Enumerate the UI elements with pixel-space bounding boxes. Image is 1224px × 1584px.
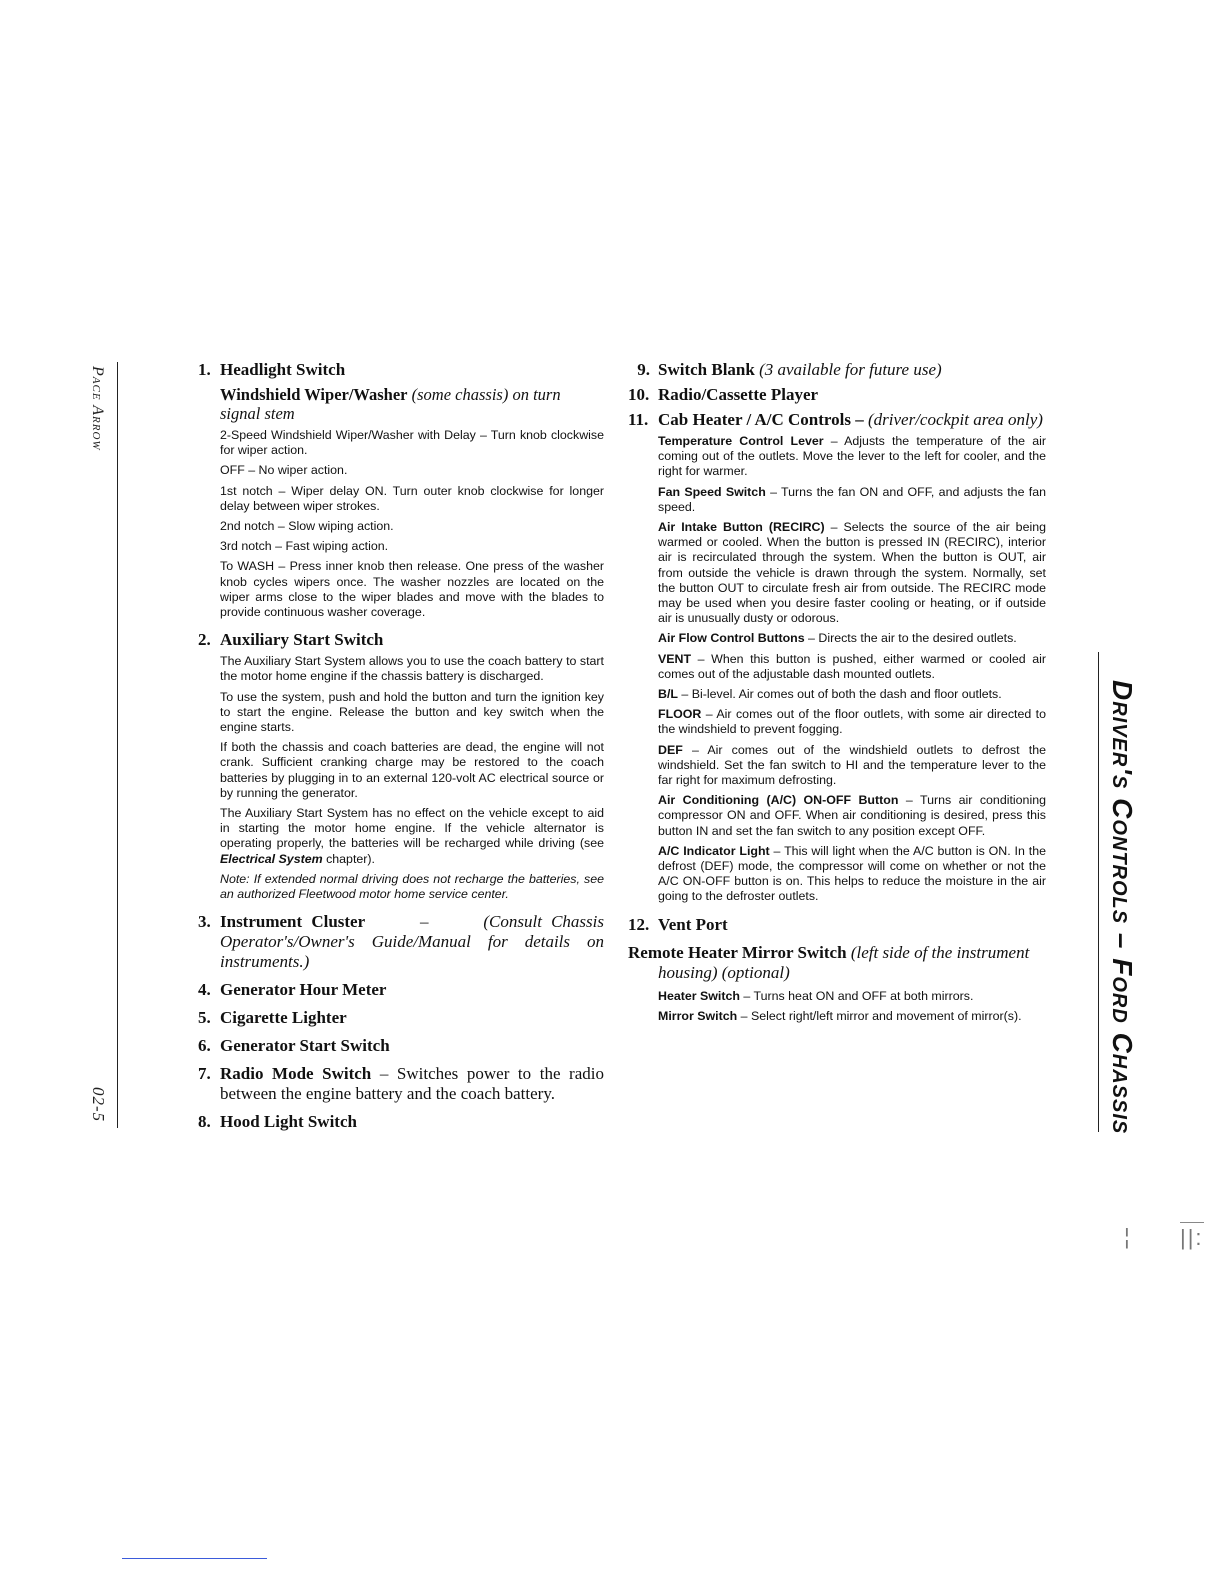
control-vent-label: VENT bbox=[658, 651, 692, 666]
item-9-title: Switch Blank bbox=[658, 360, 755, 379]
item-6-heading bbox=[198, 1036, 604, 1056]
wiper-para-1: 2-Speed Windshield Wiper/Washer with Delay – Turn knob clockwise for wiper action. bbox=[220, 428, 604, 458]
item-1-heading bbox=[198, 360, 604, 380]
wiper-para-4: 2nd notch – Slow wiping action. bbox=[220, 519, 394, 534]
wiper-title: Windshield Wiper/Washer bbox=[220, 385, 408, 404]
mirror-note: (left side of the instrument housing) (optional) bbox=[658, 942, 1030, 982]
bottom-rule bbox=[122, 1558, 267, 1559]
electrical-system-ref: Electrical System bbox=[220, 851, 323, 866]
item-10-heading bbox=[628, 385, 1046, 405]
item-4-heading bbox=[198, 980, 604, 1000]
item-11-title: Cab Heater / A/C Controls – bbox=[658, 410, 864, 429]
wiper-heading bbox=[220, 385, 604, 423]
item-10-number: 10. bbox=[628, 385, 650, 404]
control-air-intake-label: Air Intake Button (RECIRC) bbox=[658, 520, 825, 535]
item-12-title: Vent Port bbox=[658, 914, 728, 934]
control-temperature-label: Temperature Control Lever bbox=[658, 434, 824, 448]
item-2-heading bbox=[198, 630, 604, 650]
item-3-heading bbox=[198, 912, 604, 972]
scan-mark-1: ¦ bbox=[1124, 1224, 1130, 1249]
manual-name: Pace Arrow bbox=[89, 366, 106, 451]
item-5-title: Cigarette Lighter bbox=[220, 1008, 347, 1028]
aux-para-3: If both the chassis and coach batteries are dead, the engine will not crank. Sufficient cranking charge may be restored to the coach batteries by plugging in to an external 120-volt AC electrical source or by running the generator. bbox=[220, 740, 604, 800]
item-9-number: 9. bbox=[637, 360, 650, 379]
chapter-tab-rule bbox=[1098, 652, 1099, 1132]
item-5-number: 5. bbox=[198, 1008, 211, 1028]
item-11-number: 11. bbox=[628, 410, 649, 429]
control-air-flow-text: – Directs the air to the desired outlets. bbox=[804, 631, 1017, 646]
mirror-switch-label: Mirror Switch bbox=[658, 1008, 738, 1023]
left-column bbox=[198, 360, 604, 1132]
control-temperature-text: – Adjusts the temperature of the air coming out of the outlets. Move the lever to the left for cooler, and the right for warmer. bbox=[658, 434, 1046, 479]
control-ac-button-label: Air Conditioning (A/C) ON-OFF Button bbox=[658, 793, 899, 808]
aux-para-2: To use the system, push and hold the button and turn the ignition key to start the engine. Release the button and key switch when the engine starts. bbox=[220, 689, 604, 735]
control-ac-button-text: – Turns air conditioning compressor ON and OFF. When air conditioning is desired, press this button IN and set the fan switch to any position except OFF. bbox=[658, 793, 1046, 838]
mirror-mirror-switch bbox=[658, 1009, 1046, 1024]
control-floor bbox=[658, 707, 1046, 737]
item-12-number: 12. bbox=[628, 914, 650, 934]
scan-corner-marks bbox=[1120, 1218, 1210, 1258]
item-7-text: – Switches power to the radio between the engine battery and the coach battery. bbox=[220, 1064, 604, 1104]
control-floor-text: – Air comes out of the floor outlets, with some air directed to the windshield to prevent fogging. bbox=[658, 707, 1046, 737]
mirror-heading bbox=[628, 943, 1046, 983]
item-7-heading bbox=[198, 1064, 604, 1104]
chapter-title: Driver's Controls – Ford Chassis bbox=[1107, 680, 1138, 1135]
item-3-dash: – bbox=[420, 912, 429, 932]
left-margin-tab bbox=[84, 362, 120, 1128]
control-air-flow-label: Air Flow Control Buttons bbox=[658, 631, 805, 646]
heater-switch-text: – Turns heat ON and OFF at both mirrors. bbox=[739, 988, 974, 1003]
right-column bbox=[628, 360, 1046, 1029]
item-3-number: 3. bbox=[198, 912, 211, 932]
control-ac-button bbox=[658, 793, 1046, 839]
item-4-number: 4. bbox=[198, 980, 211, 1000]
control-def bbox=[658, 743, 1046, 789]
aux-para-4 bbox=[220, 806, 604, 867]
control-air-intake-text: – Selects the source of the air being warmed or cooled. When the button is pressed IN (RECIRC), interior air is recirculated through the system. When the button is OUT, air from outside the vehicle is drawn through the system. Normally, set the button OUT to circulate fresh air from outside. The RECIRC mode may be used when you desire faster cooling or heating, or if outside air is unusually dusty or odorous. bbox=[658, 520, 1046, 626]
control-def-label: DEF bbox=[658, 742, 683, 757]
aux-para-1: The Auxiliary Start System allows you to use the coach battery to start the motor home engine if the chassis battery is discharged. bbox=[220, 654, 604, 684]
item-5-heading bbox=[198, 1008, 604, 1028]
mirror-switch-text: – Select right/left mirror and movement of mirror(s). bbox=[737, 1008, 1022, 1023]
wiper-para-2: OFF – No wiper action. bbox=[220, 463, 348, 478]
control-fan-speed-text: – Turns the fan ON and OFF, and adjusts the fan speed. bbox=[658, 484, 1046, 514]
item-3-title: Instrument Cluster bbox=[220, 912, 366, 932]
item-4-title: Generator Hour Meter bbox=[220, 980, 387, 1000]
chapter-tab bbox=[1092, 652, 1140, 1135]
item-11-heading bbox=[628, 410, 1046, 430]
mirror-title: Remote Heater Mirror Switch bbox=[628, 942, 847, 962]
scan-mark-2: ||: bbox=[1180, 1222, 1204, 1251]
item-6-title: Generator Start Switch bbox=[220, 1036, 390, 1056]
control-ac-indicator-label: A/C Indicator Light bbox=[658, 843, 770, 858]
aux-note: Note: If extended normal driving does not recharge the batteries, see an authorized Fleetwood motor home service center. bbox=[220, 871, 604, 902]
item-7-number: 7. bbox=[198, 1064, 211, 1084]
control-vent-text: – When this button is pushed, either warmed or cooled air comes out of the adjustable dash mounted outlets. bbox=[658, 651, 1046, 681]
control-def-text: – Air comes out of the windshield outlets to defrost the windshield. Set the fan switch to HI and the temperature lever to the far right for maximum defrosting. bbox=[658, 742, 1046, 788]
wiper-para-3: 1st notch – Wiper delay ON. Turn outer knob clockwise for longer delay between wiper strokes. bbox=[220, 483, 604, 513]
control-air-intake bbox=[658, 520, 1046, 626]
left-margin-rule bbox=[117, 362, 118, 1128]
item-7-title: Radio Mode Switch bbox=[220, 1064, 372, 1084]
item-8-heading bbox=[198, 1112, 604, 1132]
control-vent bbox=[658, 652, 1046, 682]
item-8-number: 8. bbox=[198, 1112, 211, 1132]
control-ac-indicator bbox=[658, 844, 1046, 905]
heater-switch-label: Heater Switch bbox=[658, 988, 740, 1003]
control-bilevel bbox=[658, 687, 1046, 702]
item-12-heading bbox=[628, 915, 1046, 935]
page-number: 02-5 bbox=[89, 1086, 108, 1122]
item-1-title: Headlight Switch bbox=[220, 360, 346, 379]
item-2-title: Auxiliary Start Switch bbox=[220, 630, 384, 650]
control-fan-speed bbox=[658, 485, 1046, 515]
item-9-note: (3 available for future use) bbox=[759, 360, 942, 379]
control-bilevel-text: – Bi-level. Air comes out of both the dash and floor outlets. bbox=[677, 687, 1002, 702]
item-9-heading bbox=[628, 360, 1046, 380]
control-ac-indicator-text: – This will light when the A/C button is ON. In the defrost (DEF) mode, the compressor will come on whether or not the A/C ON-OFF button is on. This helps to reduce the moisture in the air going to the defroster outlets. bbox=[658, 843, 1046, 904]
item-1-number: 1. bbox=[198, 360, 211, 379]
wiper-para-6: To WASH – Press inner knob then release. One press of the washer knob cycles wipers once. The washer nozzles are located on the wiper arms close to the wiper blades and move with the blades to provide continuous washer coverage. bbox=[220, 559, 604, 620]
control-floor-label: FLOOR bbox=[658, 707, 702, 722]
control-fan-speed-label: Fan Speed Switch bbox=[658, 484, 766, 499]
control-air-flow bbox=[658, 631, 1046, 646]
control-temperature bbox=[658, 434, 1046, 480]
item-6-number: 6. bbox=[198, 1036, 211, 1056]
aux-para-4-post: chapter). bbox=[322, 851, 375, 866]
item-10-title: Radio/Cassette Player bbox=[658, 385, 819, 404]
control-bilevel-label: B/L bbox=[658, 687, 678, 702]
mirror-heater-switch bbox=[658, 989, 1046, 1004]
item-3-note: (Consult Chassis Operator's/Owner's Guide/Manual for details on instruments.) bbox=[220, 912, 605, 972]
wiper-para-5: 3rd notch – Fast wiping action. bbox=[220, 539, 389, 554]
item-8-title: Hood Light Switch bbox=[220, 1112, 357, 1132]
aux-para-4-pre: The Auxiliary Start System has no effect on the vehicle except to aid in starting the motor home engine. If the vehicle alternator is operating properly, the batteries will be recharged while driving (see bbox=[220, 806, 604, 851]
item-11-note: (driver/cockpit area only) bbox=[867, 410, 1043, 429]
item-2-number: 2. bbox=[198, 630, 211, 650]
wiper-note: (some chassis) on turn signal stem bbox=[220, 385, 561, 423]
